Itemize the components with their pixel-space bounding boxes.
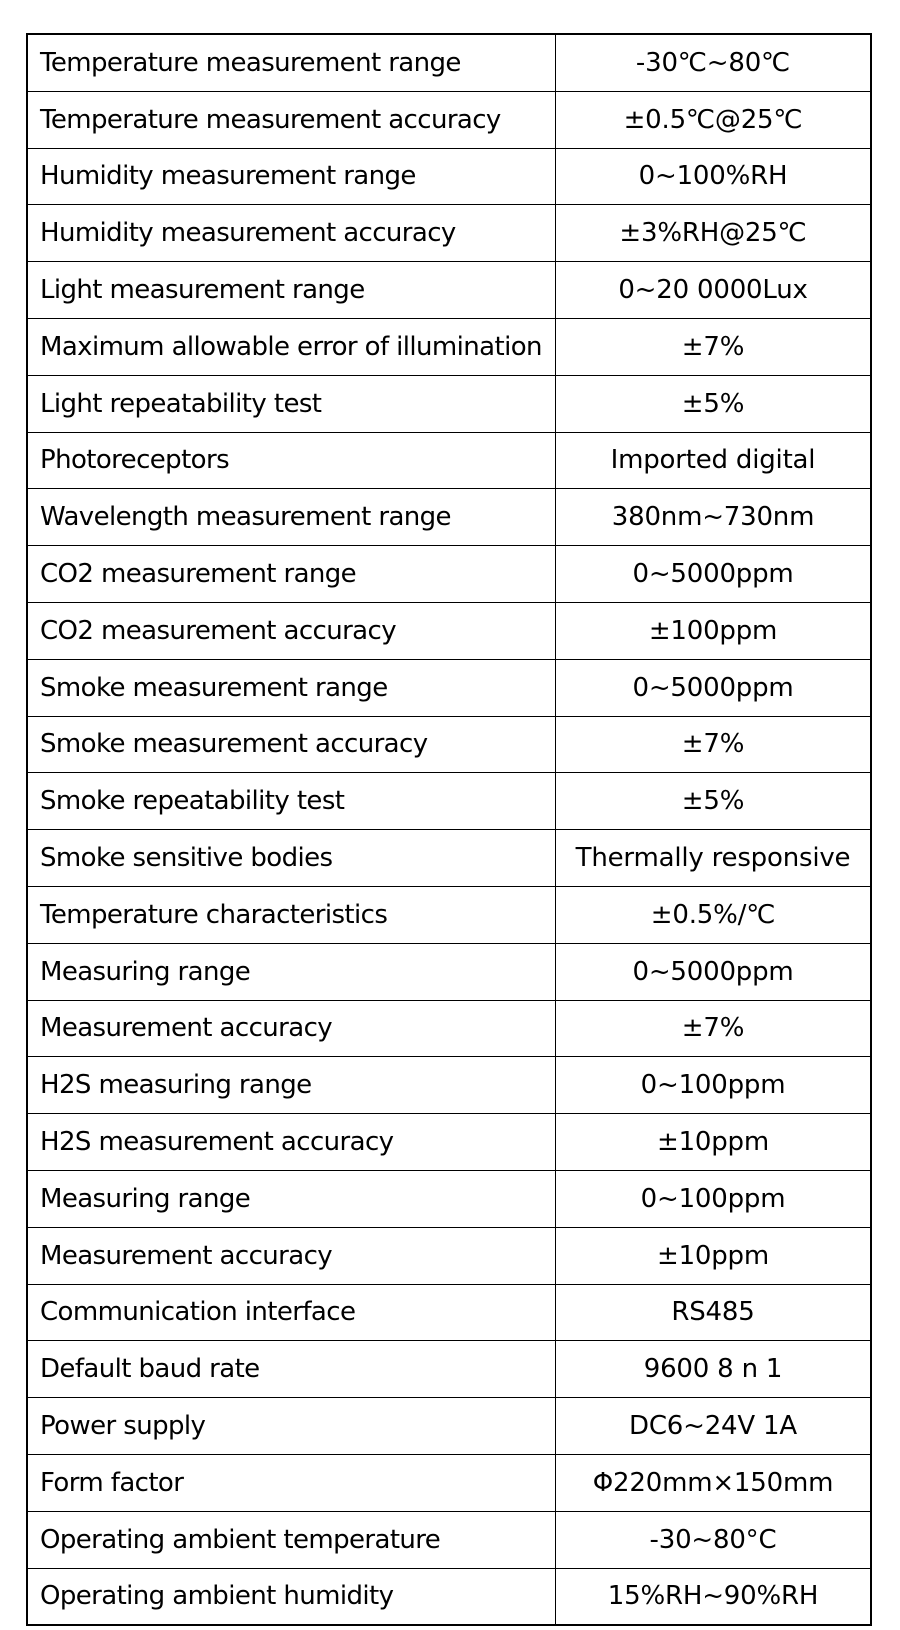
parameter-name: Smoke measurement range — [27, 659, 556, 716]
table-row — [27, 546, 871, 603]
parameter-value: DC6~24V 1A — [556, 1398, 872, 1455]
table-row — [27, 489, 871, 546]
parameter-value: ±5% — [556, 375, 872, 432]
table-row — [27, 148, 871, 205]
table-row — [27, 1057, 871, 1114]
spec-table — [26, 33, 872, 1626]
parameter-name: CO2 measurement accuracy — [27, 602, 556, 659]
parameter-name: Power supply — [27, 1398, 556, 1455]
parameter-name: Measuring range — [27, 1170, 556, 1227]
parameter-value: ±100ppm — [556, 602, 872, 659]
parameter-value: ±10ppm — [556, 1114, 872, 1171]
parameter-value: RS485 — [556, 1284, 872, 1341]
parameter-name: Temperature measurement range — [27, 34, 556, 91]
parameter-value: 0~5000ppm — [556, 943, 872, 1000]
parameter-value: 0~100%RH — [556, 148, 872, 205]
parameter-value: ±3%RH@25℃ — [556, 205, 872, 262]
parameter-value: -30~80°C — [556, 1511, 872, 1568]
parameter-value: ±5% — [556, 773, 872, 830]
table-row — [27, 1398, 871, 1455]
table-row — [27, 318, 871, 375]
parameter-value: ±7% — [556, 716, 872, 773]
parameter-value: ±7% — [556, 318, 872, 375]
parameter-name: Light measurement range — [27, 262, 556, 319]
table-row — [27, 1284, 871, 1341]
parameter-name: Humidity measurement range — [27, 148, 556, 205]
parameter-value: ±10ppm — [556, 1227, 872, 1284]
table-row — [27, 1227, 871, 1284]
table-row — [27, 830, 871, 887]
table-row — [27, 1511, 871, 1568]
table-row — [27, 716, 871, 773]
parameter-value: 0~5000ppm — [556, 659, 872, 716]
table-row — [27, 432, 871, 489]
table-row — [27, 659, 871, 716]
parameter-name: Light repeatability test — [27, 375, 556, 432]
parameter-name: Humidity measurement accuracy — [27, 205, 556, 262]
parameter-name: Smoke sensitive bodies — [27, 830, 556, 887]
parameter-value: -30℃~80℃ — [556, 34, 872, 91]
parameter-value: 15%RH~90%RH — [556, 1568, 872, 1625]
parameter-name: CO2 measurement range — [27, 546, 556, 603]
table-row — [27, 1454, 871, 1511]
parameter-name: Default baud rate — [27, 1341, 556, 1398]
parameter-name: Measuring range — [27, 943, 556, 1000]
parameter-value: 0~100ppm — [556, 1170, 872, 1227]
parameter-name: H2S measurement accuracy — [27, 1114, 556, 1171]
parameter-name: Measurement accuracy — [27, 1000, 556, 1057]
table-row — [27, 1114, 871, 1171]
parameter-name: Measurement accuracy — [27, 1227, 556, 1284]
spec-table-body — [27, 34, 871, 1625]
parameter-value: ±0.5℃@25℃ — [556, 91, 872, 148]
parameter-name: Maximum allowable error of illumination — [27, 318, 556, 375]
parameter-value: Thermally responsive — [556, 830, 872, 887]
parameter-name: Photoreceptors — [27, 432, 556, 489]
parameter-value: ±0.5%/℃ — [556, 886, 872, 943]
table-row — [27, 1170, 871, 1227]
table-row — [27, 1341, 871, 1398]
parameter-name: H2S measuring range — [27, 1057, 556, 1114]
parameter-value: ±7% — [556, 1000, 872, 1057]
table-row — [27, 943, 871, 1000]
table-row — [27, 602, 871, 659]
table-row — [27, 886, 871, 943]
parameter-name: Temperature measurement accuracy — [27, 91, 556, 148]
parameter-name: Temperature characteristics — [27, 886, 556, 943]
parameter-value: 0~5000ppm — [556, 546, 872, 603]
parameter-name: Communication interface — [27, 1284, 556, 1341]
parameter-value: Φ220mm×150mm — [556, 1454, 872, 1511]
table-row — [27, 91, 871, 148]
parameter-name: Wavelength measurement range — [27, 489, 556, 546]
parameter-name: Operating ambient temperature — [27, 1511, 556, 1568]
table-row — [27, 1568, 871, 1625]
table-row — [27, 262, 871, 319]
table-row — [27, 1000, 871, 1057]
parameter-name: Smoke repeatability test — [27, 773, 556, 830]
parameter-value: 0~100ppm — [556, 1057, 872, 1114]
parameter-value: 380nm~730nm — [556, 489, 872, 546]
parameter-name: Smoke measurement accuracy — [27, 716, 556, 773]
parameter-value: Imported digital — [556, 432, 872, 489]
parameter-value: 0~20 0000Lux — [556, 262, 872, 319]
table-row — [27, 773, 871, 830]
parameter-value: 9600 8 n 1 — [556, 1341, 872, 1398]
table-row — [27, 205, 871, 262]
table-row — [27, 375, 871, 432]
parameter-name: Operating ambient humidity — [27, 1568, 556, 1625]
table-row — [27, 34, 871, 91]
parameter-name: Form factor — [27, 1454, 556, 1511]
